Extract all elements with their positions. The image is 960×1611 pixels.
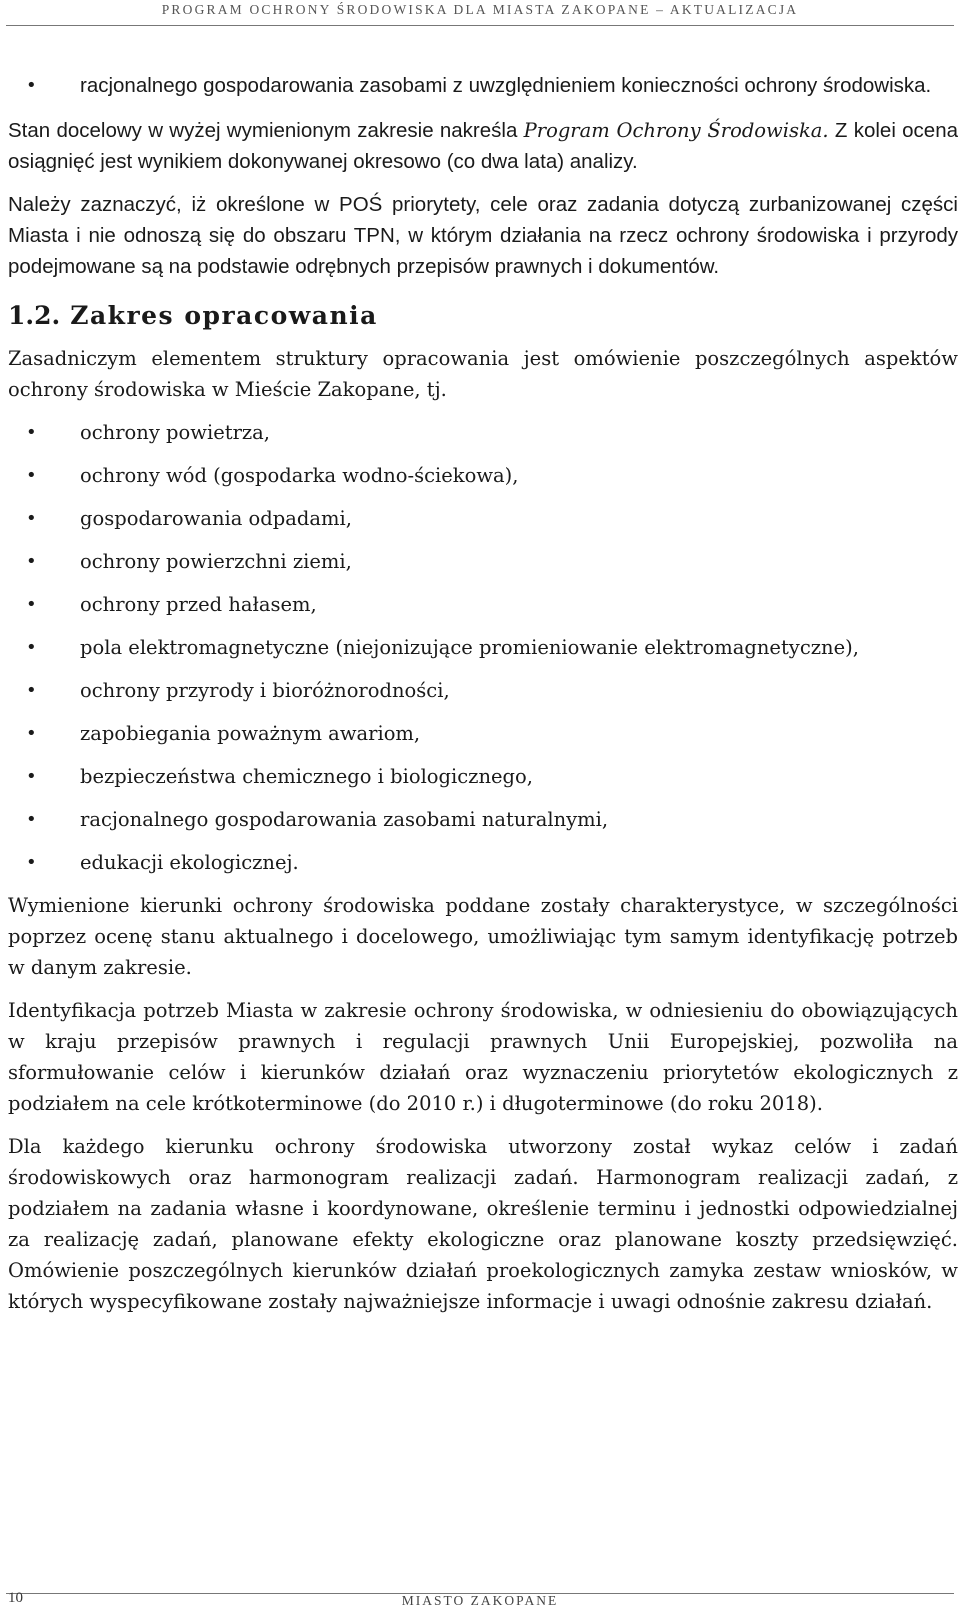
scope-list-item: • racjonalnego gospodarowania zasobami naturalnymi, — [8, 804, 958, 835]
scope-list — [8, 417, 958, 878]
scope-list-item: • ochrony przed hałasem, — [8, 589, 958, 620]
intro-bullet-text: racjonalnego gospodarowania zasobami z uwzględnieniem konieczności ochrony środowiska. — [80, 74, 932, 97]
paragraph-needs-identification: Identyfikacja potrzeb Miasta w zakresie ochrony środowiska, w odniesieniu do obowiązujących w kraju przepisów prawnych i regulacji prawnych Unii Europejskiej, pozwoliła na sformułowanie celów i kierunków działań oraz wyznaczeniu priorytetów ekologicznych z podziałem na cele krótkoterminowe (do 2010 r.) i długoterminowe (do roku 2018). — [8, 999, 958, 1115]
scope-list-item: • bezpieczeństwa chemicznego i biologicznego, — [8, 761, 958, 792]
scope-list-item: • ochrony przyrody i bioróżnorodności, — [8, 675, 958, 706]
running-header: PROGRAM OCHRONY ŚRODOWISKA DLA MIASTA ZAKOPANE – AKTUALIZACJA — [161, 2, 799, 17]
scope-list-item: • gospodarowania odpadami, — [8, 503, 958, 534]
paragraph-program-reference — [8, 115, 958, 177]
document-body — [8, 70, 958, 1317]
paragraph-scope-intro: Zasadniczym elementem struktury opracowania jest omówienie poszczególnych aspektów ochrony środowiska w Mieście Zakopane, tj. — [8, 347, 958, 401]
running-footer: MIASTO ZAKOPANE — [401, 1593, 559, 1608]
paragraph-schedule: Dla każdego kierunku ochrony środowiska utworzony został wykaz celów i zadań środowiskowych oraz harmonogram realizacji zadań. Harmonogram realizacji zadań, z podziałem na zadania własne i koordynowane, określenie terminu i jednostki odpowiedzialnej za realizację zadań, planowane efekty ekologiczne oraz planowane koszty przedsięwzięć. Omówienie poszczególnych kierunków działań proekologicznych zamyka zestaw wniosków, w których wyspecyfikowane zostały najważniejsze informacje i uwagi odnośnie zakresu działań. — [8, 1135, 958, 1313]
p1-text-c: Z kolei ocena osiągnięć jest wynikiem dokonywanej okresowo (co dwa lata) analizy. — [8, 119, 959, 173]
scope-list-item: • ochrony wód (gospodarka wodno-ściekowa), — [8, 460, 958, 491]
program-title-italic: Program Ochrony Środowiska. — [523, 119, 829, 142]
section-heading — [8, 300, 958, 331]
intro-bullet-item — [8, 70, 958, 101]
page-number: 10 — [8, 1590, 23, 1606]
p1-text-a: Stan docelowy w wyżej wymienionym zakresie nakreśla — [8, 119, 524, 142]
scope-list-item: • ochrony powietrza, — [8, 417, 958, 448]
scope-list-item: • zapobiegania poważnym awariom, — [8, 718, 958, 749]
paragraph-tpn-note: Należy zaznaczyć, iż określone w POŚ priorytety, cele oraz zadania dotyczą zurbanizowanej części Miasta i nie odnoszą się do obszaru TPN, w którym działania na rzecz ochrony środowiska i przyrody podejmowane są na podstawie odrębnych przepisów prawnych i dokumentów. — [8, 193, 958, 278]
section-number: 1.2. — [8, 301, 61, 330]
section-title: Zakres opracowania — [70, 301, 378, 330]
scope-list-item: • ochrony powierzchni ziemi, — [8, 546, 958, 577]
scope-list-item: • edukacji ekologicznej. — [8, 847, 958, 878]
scope-list-item: • pola elektromagnetyczne (niejonizujące promieniowanie elektromagnetyczne), — [8, 632, 958, 663]
header-divider — [6, 25, 954, 26]
paragraph-characteristics: Wymienione kierunki ochrony środowiska poddane zostały charakterystyce, w szczególności poprzez ocenę stanu aktualnego i docelowego, umożliwiając tym samym identyfikację potrzeb w danym zakresie. — [8, 894, 958, 979]
